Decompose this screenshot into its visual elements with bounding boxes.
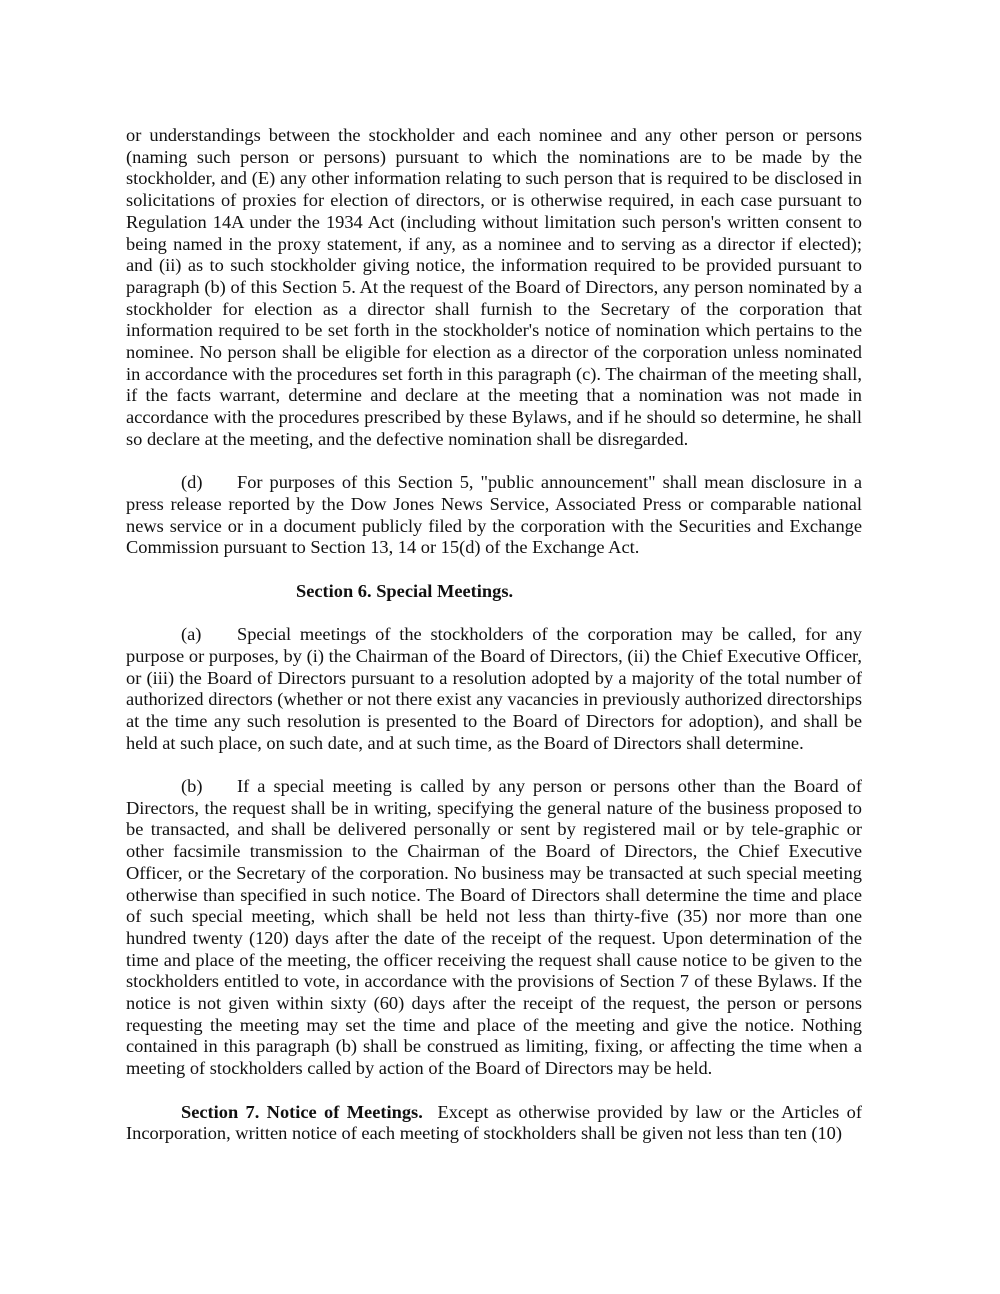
paragraph-c-continuation: or understandings between the stockholder and each nominee and any other person or persons (naming such person or persons) pursuant to which the nominations are to be made by the stockholder, and (E) any other information relating to such person that is required to be disclosed in solicitations of proxies for election of directors, or is otherwise required, in each case pursuant to Regulation 14A under the 1934 Act (including without limitation such person's written consent to being named in the proxy statement, if any, as a nominee and to serving as a director if elected); and (ii) as to such stockholder giving notice, the information required to be provided pursuant to paragraph (b) of this Section 5. At the request of the Board of Directors, any person nominated by a stockholder for election as a director shall furnish to the Secretary of the corporation that information required to be set forth in the stockholder's notice of nomination which pertains to the nominee. No person shall be eligible for election as a director of the corporation unless nominated in accordance with the procedures set forth in this paragraph (c). The chairman of the meeting shall, if the facts warrant, determine and declare at the meeting that a nomination was not made in accordance with the procedures prescribed by these Bylaws, and if he should so determine, he shall so declare at the meeting, and the defective nomination shall be disregarded. xyxy=(126,125,862,449)
document-body xyxy=(126,125,862,1145)
section-7-paragraph xyxy=(126,1102,862,1145)
section-6-paragraph-b xyxy=(126,776,862,1080)
paragraph-d xyxy=(126,472,862,559)
section-6-paragraph-a xyxy=(126,624,862,754)
section-6-paragraph-b-text: If a special meeting is called by any person or persons other than the Board of Directors, the request shall be in writing, specifying the general nature of the business proposed to be transacted, and shall be delivered personally or sent by registered mail or by tele-graphic or other facsimile transmission to the Chairman of the Board of Directors, the Chief Executive Officer, or the Secretary of the corporation. No business may be transacted at such special meeting otherwise than specified in such notice. The Board of Directors shall determine the time and place of such special meeting, which shall be held not less than thirty-five (35) nor more than one hundred twenty (120) days after the date of the receipt of the request. Upon determination of the time and place of the meeting, the officer receiving the request shall cause notice to be given to the stockholders entitled to vote, in accordance with the provisions of Section 7 of these Bylaws. If the notice is not given within sixty (60) days after the receipt of the request, the person or persons requesting the meeting may set the time and place of the meeting and give the notice. Nothing contained in this paragraph (b) shall be construed as limiting, fixing, or affecting the time when a meeting of stockholders called by action of the Board of Directors may be held. xyxy=(126,776,862,1079)
section-6-paragraph-b-label: (b) xyxy=(181,776,203,797)
section-7-heading: Section 7. Notice of Meetings. xyxy=(181,1101,423,1122)
section-6-paragraph-a-label: (a) xyxy=(181,624,202,645)
section-6-paragraph-a-text: Special meetings of the stockholders of the corporation may be called, for any purpose or purposes, by (i) the Chairman of the Board of Directors, (ii) the Chief Executive Officer, or (iii) the Board of Directors pursuant to a resolution adopted by a majority of the total number of authorized directors (whether or not there exist any vacancies in previously authorized directorships at the time any such resolution is presented to the Board of Directors for adoption), and shall be held at such place, on such date, and at such time, as the Board of Directors shall determine. xyxy=(126,624,862,753)
paragraph-d-text: For purposes of this Section 5, "public announcement" shall mean disclosure in a press release reported by the Dow Jones News Service, Associated Press or comparable national news service or in a document publicly filed by the corporation with the Securities and Exchange Commission pursuant to Section 13, 14 or 15(d) of the Exchange Act. xyxy=(126,472,862,558)
section-7-text: Except as otherwise provided by law or the Articles of Incorporation, written notice of each meeting of stockholders shall be given not less than ten (10) xyxy=(126,1101,862,1144)
section-6-heading: Section 6. Special Meetings. xyxy=(296,580,514,601)
paragraph-d-label: (d) xyxy=(181,472,203,493)
